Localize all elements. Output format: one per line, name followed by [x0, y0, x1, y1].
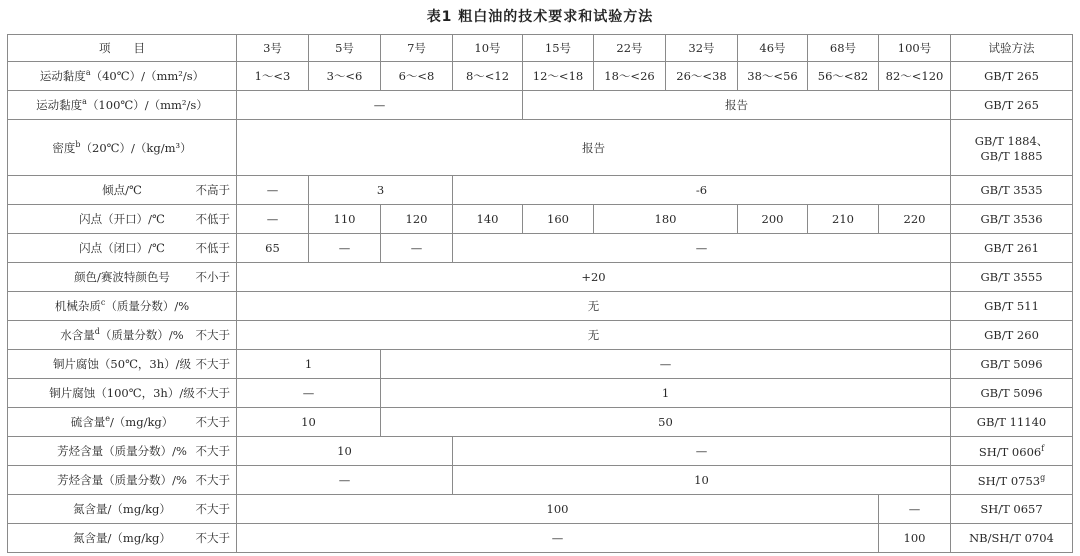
cell-value: 180 — [594, 205, 738, 234]
row-label: 铜片腐蚀（100℃，3h）/级 不大于 — [8, 379, 237, 408]
row-label: 倾点/℃ 不高于 — [8, 176, 237, 205]
table-row — [8, 234, 1073, 263]
header-grade: 3号 — [237, 35, 309, 62]
cell-value: 82～<120 — [879, 62, 951, 91]
limit-label: 不高于 — [195, 183, 230, 197]
header-grade: 68号 — [808, 35, 879, 62]
cell-value: — — [453, 234, 951, 263]
cell-method: GB/T 3536 — [951, 205, 1073, 234]
cell-value: 12～<18 — [523, 62, 594, 91]
cell-method — [951, 120, 1073, 176]
limit-label: 不大于 — [195, 473, 230, 487]
cell-value: 200 — [738, 205, 808, 234]
cell-value: — — [237, 379, 381, 408]
cell-value: -6 — [453, 176, 951, 205]
cell-value: — — [309, 234, 381, 263]
cell-value: 10 — [453, 466, 951, 495]
limit-label: 不低于 — [195, 241, 230, 255]
cell-method: GB/T 265 — [951, 62, 1073, 91]
spec-table — [7, 34, 1073, 553]
limit-label: 不大于 — [195, 415, 230, 429]
cell-value: 50 — [381, 408, 951, 437]
cell-method: GB/T 265 — [951, 91, 1073, 120]
cell-value: 无 — [237, 321, 951, 350]
table-row — [8, 408, 1073, 437]
table-caption: 表1 粗白油的技术要求和试验方法 — [426, 9, 654, 25]
cell-value: 65 — [237, 234, 309, 263]
cell-method: NB/SH/T 0704 — [951, 524, 1073, 553]
limit-label: 不低于 — [195, 212, 230, 226]
cell-value: 报告 — [523, 91, 951, 120]
cell-value: 3 — [309, 176, 453, 205]
table-row — [8, 379, 1073, 408]
table-row — [8, 176, 1073, 205]
table-row — [8, 263, 1073, 292]
cell-value: — — [453, 437, 951, 466]
row-label: 水含量$^d$（质量分数）/% 不大于 — [8, 321, 237, 350]
cell-value: 100 — [237, 495, 879, 524]
table-row — [8, 350, 1073, 379]
cell-method: GB/T 511 — [951, 292, 1073, 321]
row-label: 运动黏度$^a$（40℃）/（mm²/s） — [8, 62, 237, 91]
cell-method: GB/T 3555 — [951, 263, 1073, 292]
cell-method: GB/T 11140 — [951, 408, 1073, 437]
row-label: 芳烃含量（质量分数）/% 不大于 — [8, 437, 237, 466]
row-label: 颜色/赛波特颜色号 不小于 — [8, 263, 237, 292]
cell-method: GB/T 261 — [951, 234, 1073, 263]
cell-value: 1～<3 — [237, 62, 309, 91]
header-grade: 46号 — [738, 35, 808, 62]
row-label: 铜片腐蚀（50℃，3h）/级 不大于 — [8, 350, 237, 379]
cell-value: — — [381, 234, 453, 263]
table-row — [8, 120, 1073, 176]
table-row — [8, 205, 1073, 234]
header-grade: 10号 — [453, 35, 523, 62]
limit-label: 不大于 — [195, 502, 230, 516]
cell-value: 210 — [808, 205, 879, 234]
cell-value: 26～<38 — [666, 62, 738, 91]
table-row — [8, 437, 1073, 466]
limit-label: 不大于 — [195, 386, 230, 400]
cell-method: SH/T 0606$^f$ — [951, 437, 1073, 466]
row-label: 氮含量/（mg/kg） 不大于 — [8, 495, 237, 524]
table-row — [8, 495, 1073, 524]
cell-value: 18～<26 — [594, 62, 666, 91]
cell-value: 10 — [237, 437, 453, 466]
row-label: 芳烃含量（质量分数）/% 不大于 — [8, 466, 237, 495]
cell-value: — — [237, 205, 309, 234]
header-grade: 32号 — [666, 35, 738, 62]
limit-label: 不大于 — [195, 531, 230, 545]
cell-method: SH/T 0753$^g$ — [951, 466, 1073, 495]
header-grade: 5号 — [309, 35, 381, 62]
header-grade: 7号 — [381, 35, 453, 62]
limit-label: 不大于 — [195, 328, 230, 342]
row-label: 闪点（闭口）/℃ 不低于 — [8, 234, 237, 263]
cell-value: 3～<6 — [309, 62, 381, 91]
method-line: GB/T 1884、 — [974, 133, 1049, 148]
cell-value: — — [237, 524, 879, 553]
cell-value: 110 — [309, 205, 381, 234]
cell-method: SH/T 0657 — [951, 495, 1073, 524]
table-header-row — [8, 35, 1073, 62]
cell-value: 6～<8 — [381, 62, 453, 91]
limit-label: 不大于 — [195, 444, 230, 458]
method-line: GB/T 1885 — [980, 148, 1043, 163]
header-method: 试验方法 — [951, 35, 1073, 62]
cell-value: — — [237, 466, 453, 495]
header-grade: 22号 — [594, 35, 666, 62]
cell-value: — — [237, 91, 523, 120]
cell-value: 8～<12 — [453, 62, 523, 91]
header-grade: 15号 — [523, 35, 594, 62]
limit-label: 不大于 — [195, 357, 230, 371]
cell-value: 报告 — [237, 120, 951, 176]
cell-value: 120 — [381, 205, 453, 234]
table-row — [8, 321, 1073, 350]
cell-value: 10 — [237, 408, 381, 437]
cell-value: 38～<56 — [738, 62, 808, 91]
row-label: 闪点（开口）/℃ 不低于 — [8, 205, 237, 234]
table-row — [8, 466, 1073, 495]
table-row — [8, 292, 1073, 321]
cell-method: GB/T 5096 — [951, 350, 1073, 379]
row-label: 硫含量$^e$/（mg/kg） 不大于 — [8, 408, 237, 437]
table-row — [8, 91, 1073, 120]
cell-value: 无 — [237, 292, 951, 321]
cell-value: 56～<82 — [808, 62, 879, 91]
row-label: 密度$^b$（20℃）/（kg/m³） — [8, 120, 237, 176]
header-grade: 100号 — [879, 35, 951, 62]
limit-label: 不小于 — [195, 270, 230, 284]
cell-value: 1 — [381, 379, 951, 408]
table-row — [8, 524, 1073, 553]
row-label: 机械杂质$^c$（质量分数）/% — [8, 292, 237, 321]
cell-value: — — [879, 495, 951, 524]
cell-value: 140 — [453, 205, 523, 234]
cell-value: 100 — [879, 524, 951, 553]
cell-value: 220 — [879, 205, 951, 234]
cell-method: GB/T 260 — [951, 321, 1073, 350]
cell-method: GB/T 5096 — [951, 379, 1073, 408]
cell-method: GB/T 3535 — [951, 176, 1073, 205]
cell-value: 1 — [237, 350, 381, 379]
row-label: 氮含量/（mg/kg） 不大于 — [8, 524, 237, 553]
cell-value: +20 — [237, 263, 951, 292]
header-item: 项 目 — [8, 35, 237, 62]
cell-value: — — [237, 176, 309, 205]
cell-value: — — [381, 350, 951, 379]
cell-value: 160 — [523, 205, 594, 234]
table-row — [8, 62, 1073, 91]
row-label: 运动黏度$^a$（100℃）/（mm²/s） — [8, 91, 237, 120]
